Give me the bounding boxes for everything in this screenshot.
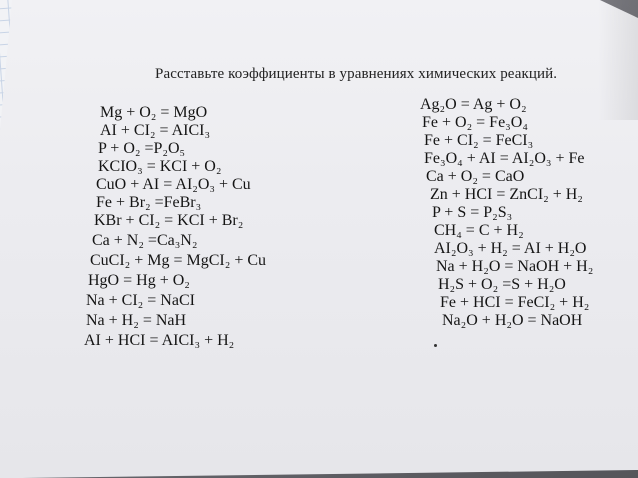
equation: AI + CI₂ = AICI₃ — [100, 122, 211, 139]
equation: AI + HCI = AICI₃ + H₂ — [84, 332, 235, 349]
equation: Fe + Br₂ =FeBr₃ — [96, 194, 202, 211]
equation: Na + H₂ = NaH — [86, 312, 187, 329]
worksheet-title: Расставьте коэффициенты в уравнениях химических реакций. — [155, 66, 558, 82]
equation: Na + H₂O = NaOH + H₂ — [436, 258, 594, 275]
equation: Ag₂O = Ag + O₂ — [420, 96, 527, 113]
equation: Fe + CI₂ = FeCI₃ — [424, 132, 534, 149]
pen-dot — [434, 344, 437, 347]
equation: KCIO₃ = KCI + O₂ — [98, 158, 222, 175]
equation: KBr + CI₂ = KCI + Br₂ — [94, 212, 244, 229]
equation: CuCI₂ + Mg = MgCI₂ + Cu — [90, 252, 267, 269]
equation: P + O₂ =P₂O₅ — [98, 140, 186, 157]
equation: Zn + HCI = ZnCI₂ + H₂ — [430, 186, 583, 203]
equation: Ca + N₂ =Ca₃N₂ — [92, 232, 198, 249]
equation: HgO = Hg + O₂ — [88, 272, 190, 289]
equation: AI₂O₃ + H₂ = AI + H₂O — [434, 240, 587, 257]
equation: H₂S + O₂ =S + H₂O — [438, 276, 566, 293]
equation: Na + CI₂ = NaCI — [86, 292, 195, 309]
equation: Na₂O + H₂O = NaOH — [442, 312, 583, 329]
paper-fold-shadow — [598, 0, 638, 120]
equation: Fe₃O₄ + AI = AI₂O₃ + Fe — [424, 150, 585, 167]
equation: CuO + AI = AI₂O₃ + Cu — [96, 176, 251, 193]
equation: Mg + O₂ = MgO — [100, 104, 208, 121]
equation: Fe + HCI = FeCI₂ + H₂ — [440, 294, 590, 311]
equation: Ca + O₂ = CaO — [426, 168, 525, 185]
equation: Fe + O₂ = Fe₃O₄ — [422, 114, 528, 131]
equation: CH₄ = C + H₂ — [434, 222, 524, 239]
equation: P + S = P₂S₃ — [432, 204, 513, 221]
